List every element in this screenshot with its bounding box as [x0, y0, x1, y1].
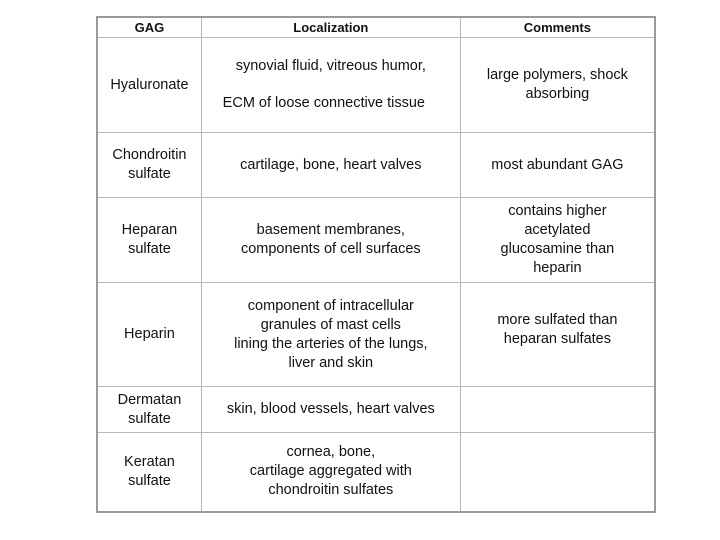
comments-cell [460, 387, 655, 433]
header-gag: GAG [97, 17, 201, 38]
localization-line: ECM of loose connective tissue [222, 95, 425, 111]
localization-line: synovial fluid, vitreous humor, [235, 58, 426, 74]
header-comments: Comments [460, 17, 655, 38]
localization-cell: skin, blood vessels, heart valves [201, 387, 460, 433]
table-row-hyaluronate [97, 38, 655, 133]
comments-cell: more sulfated than heparan sulfates [460, 283, 655, 387]
localization-cell: basement membranes, components of cell surfaces [201, 198, 460, 283]
table-row-heparan-sulfate [97, 198, 655, 283]
comments-cell: large polymers, shock absorbing [460, 38, 655, 133]
gag-cell: Dermatan sulfate [97, 387, 201, 433]
gag-cell: Keratan sulfate [97, 433, 201, 512]
localization-cell: cornea, bone, cartilage aggregated with chondroitin sulfates [201, 433, 460, 512]
comments-cell: contains higher acetylated glucosamine than heparin [460, 198, 655, 283]
gag-cell: Heparin [97, 283, 201, 387]
comments-cell [460, 433, 655, 512]
localization-cell [201, 38, 460, 133]
header-row [97, 17, 655, 38]
table-row-heparin [97, 283, 655, 387]
table-row-dermatan-sulfate [97, 387, 655, 433]
localization-cell: component of intracellular granules of mast cells lining the arteries of the lungs, liver and skin [201, 283, 460, 387]
gag-cell: Chondroitin sulfate [97, 133, 201, 198]
header-localization: Localization [201, 17, 460, 38]
table-row-chondroitin-sulfate [97, 133, 655, 198]
gag-cell: Hyaluronate [97, 38, 201, 133]
table-row-keratan-sulfate [97, 433, 655, 512]
gag-table [96, 16, 656, 513]
localization-cell: cartilage, bone, heart valves [201, 133, 460, 198]
comments-cell: most abundant GAG [460, 133, 655, 198]
gag-cell: Heparan sulfate [97, 198, 201, 283]
